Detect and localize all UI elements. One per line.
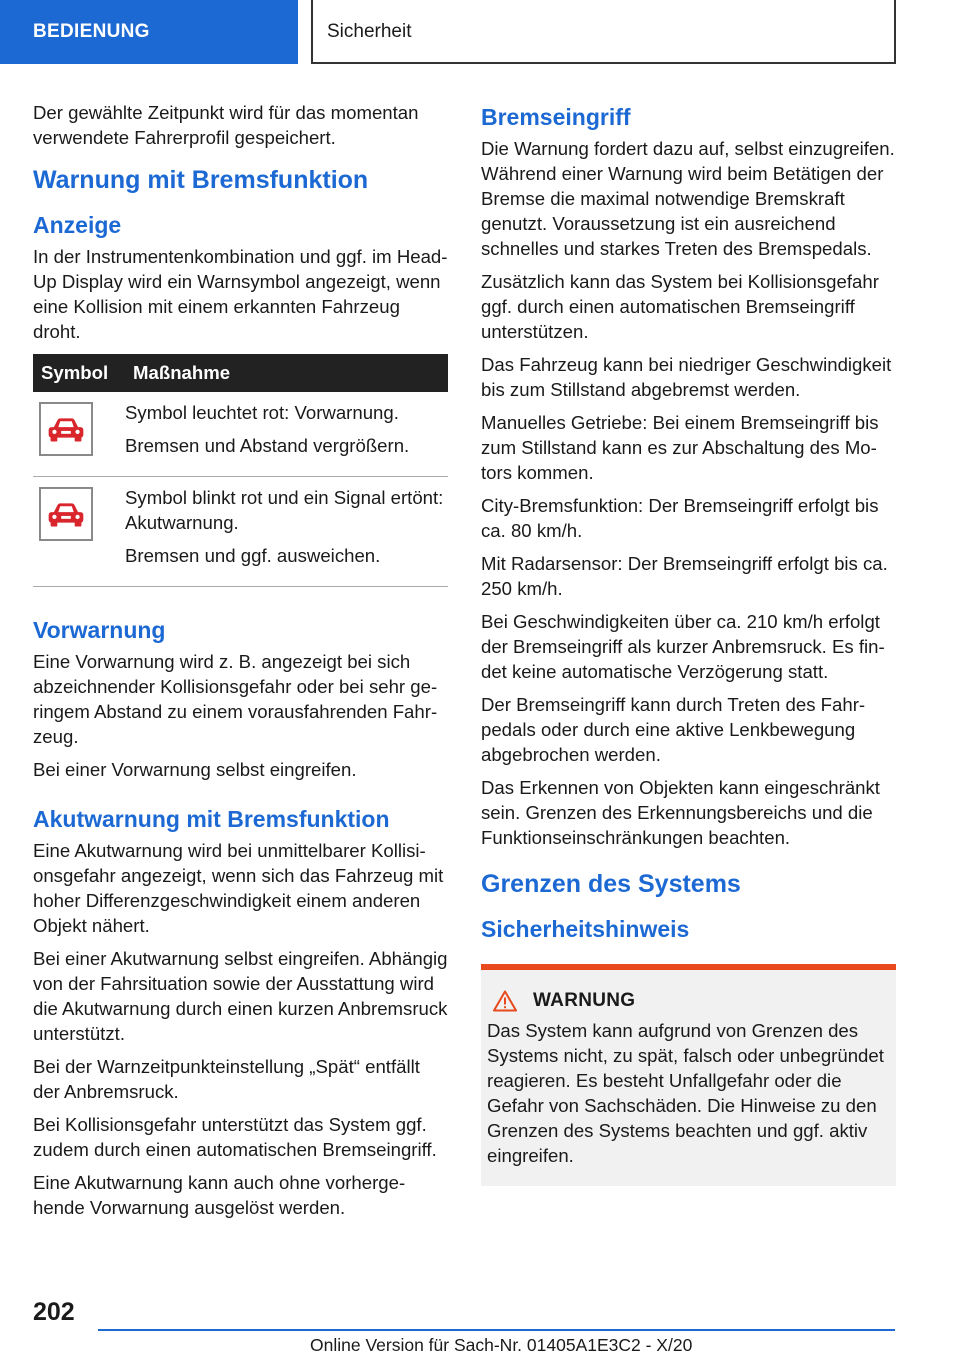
paragraph-akutwarnung-1: Eine Akutwarnung wird bei unmittelbarer Kollisionsgefahr angezeigt, wenn sich das Fahrzeug mit hoher Differenzgeschwindigkeit einem anderen Objekt nähert. (33, 840, 444, 936)
paragraph-akutwarnung-4: Bei Kollisionsgefahr unterstützt das System ggf. zudem durch einen automatischen Bremseingriff. (33, 1114, 437, 1160)
paragraph-bremseingriff-4: Manuelles Getriebe: Bei einem Bremseingriff bis zum Stillstand kann es zur Abschaltung des Motors kommen. (481, 412, 879, 483)
car-warning-icon (39, 487, 93, 541)
left-column (33, 100, 448, 1228)
paragraph-bremseingriff-2: Zusätzlich kann das System bei Kollisionsgefahr ggf. durch einen automatischen Bremseingriff unterstützen. (481, 271, 879, 342)
warning-header (487, 990, 890, 1012)
paragraph-vorwarnung-1: Eine Vorwarnung wird z. B. angezeigt bei sich abzeichnender Kollisionsgefahr oder bei sehr geringem Abstand zu einem vorausfahrenden Fahrzeug. (33, 651, 438, 747)
paragraph-bremseingriff-3: Das Fahrzeug kann bei niedriger Geschwindigkeit bis zum Stillstand abgebremst werden. (481, 354, 892, 400)
measure-line: Bremsen und Abstand vergrößern. (125, 435, 410, 456)
right-column (481, 100, 896, 1186)
measure-cell (125, 477, 448, 587)
chapter-title: Sicherheit (311, 0, 896, 64)
heading-sicherheitshinweis: Sicherheitshinweis (481, 916, 690, 942)
intro-paragraph: Der gewählte Zeitpunkt wird für das momentan verwendete Fahrerprofil gespeichert. (33, 102, 419, 148)
footer-divider (98, 1329, 895, 1331)
measure-line: Symbol leuchtet rot: Vorwarnung. (125, 402, 399, 423)
heading-akutwarnung: Akutwarnung mit Bremsfunktion (33, 806, 390, 832)
table-row (33, 392, 448, 477)
heading-anzeige: Anzeige (33, 212, 122, 238)
heading-bremseingriff: Bremseingriff (481, 104, 631, 130)
symbol-cell (33, 477, 125, 587)
paragraph-akutwarnung-5: Eine Akutwarnung kann auch ohne vorhergehende Vorwarnung ausgelöst werden. (33, 1172, 406, 1218)
section-tab: BEDIENUNG (0, 0, 298, 64)
table-row (33, 477, 448, 587)
car-warning-icon (39, 402, 93, 456)
warning-text: Das System kann aufgrund von Grenzen des Systems nicht, zu spät, falsch oder unbegründet reagieren. Es besteht Unfallgefahr oder die Gefahr von Sachschäden. Die Hinweise zu den Grenzen des Systems beachten und ggf. aktiv eingreifen. (487, 1020, 884, 1166)
paragraph-bremseingriff-6: Mit Radarsensor: Der Bremseingriff erfolgt bis ca. 250 km/h. (481, 553, 888, 599)
paragraph-bremseingriff-9: Das Erkennen von Objekten kann eingeschränkt sein. Grenzen des Erkennungsbereichs und die Funktionseinschränkungen beachten. (481, 777, 880, 848)
paragraph-vorwarnung-2: Bei einer Vorwarnung selbst eingreifen. (33, 759, 357, 780)
column-header-symbol: Symbol (33, 354, 125, 392)
paragraph-anzeige: In der Instrumentenkombination und ggf. im Head-Up Display wird ein Warnsymbol angezeigt, wenn eine Kollision mit einem erkannten Fahrzeug droht. (33, 246, 448, 342)
measure-line: Bremsen und ggf. ausweichen. (125, 545, 381, 566)
table-header-row (33, 354, 448, 392)
symbol-cell (33, 392, 125, 477)
paragraph-bremseingriff-8: Der Bremseingriff kann durch Treten des Fahrpedals oder durch eine aktive Lenkbewegung abgebrochen werden. (481, 694, 866, 765)
paragraph-bremseingriff-1: Die Warnung fordert dazu auf, selbst einzugreifen. Während einer Warnung wird beim Betätigen der Bremse die maximal notwendige Bremskraft genutzt. Voraussetzung ist ein ausreichend schnelles und starkes Treten des Bremspedals. (481, 138, 895, 259)
footer-online-version: Online Version für Sach-Nr. 01405A1E3C2 - X/20 (310, 1335, 693, 1355)
symbol-table (33, 354, 448, 587)
measure-cell (125, 392, 448, 477)
warning-box (481, 964, 896, 1186)
heading-grenzen-systems: Grenzen des Systems (481, 870, 741, 898)
paragraph-bremseingriff-7: Bei Geschwindigkeiten über ca. 210 km/h erfolgt der Bremseingriff als kurzer Anbremsruck. Es findet keine automatische Verzögerung statt. (481, 611, 885, 682)
heading-vorwarnung: Vorwarnung (33, 617, 166, 643)
paragraph-akutwarnung-2: Bei einer Akutwarnung selbst eingreifen. Abhängig von der Fahrsituation sowie der Ausstattung wird die Akutwarnung durch einen kurzen Anbremsruck unterstützt. (33, 948, 448, 1044)
page-number: 202 (33, 1298, 75, 1326)
warning-title: WARNUNG (533, 990, 636, 1011)
heading-warnung-bremsfunktion: Warnung mit Bremsfunktion (33, 166, 369, 194)
paragraph-akutwarnung-3: Bei der Warnzeitpunkteinstellung „Spät“ entfällt der Anbremsruck. (33, 1056, 420, 1102)
column-header-massnahme: Maßnahme (125, 354, 448, 392)
warning-triangle-icon (493, 990, 517, 1012)
page-header (0, 0, 960, 66)
paragraph-bremseingriff-5: City-Bremsfunktion: Der Bremseingriff erfolgt bis ca. 80 km/h. (481, 495, 879, 541)
measure-line: Symbol blinkt rot und ein Signal ertönt: Akutwarnung. (125, 487, 444, 533)
